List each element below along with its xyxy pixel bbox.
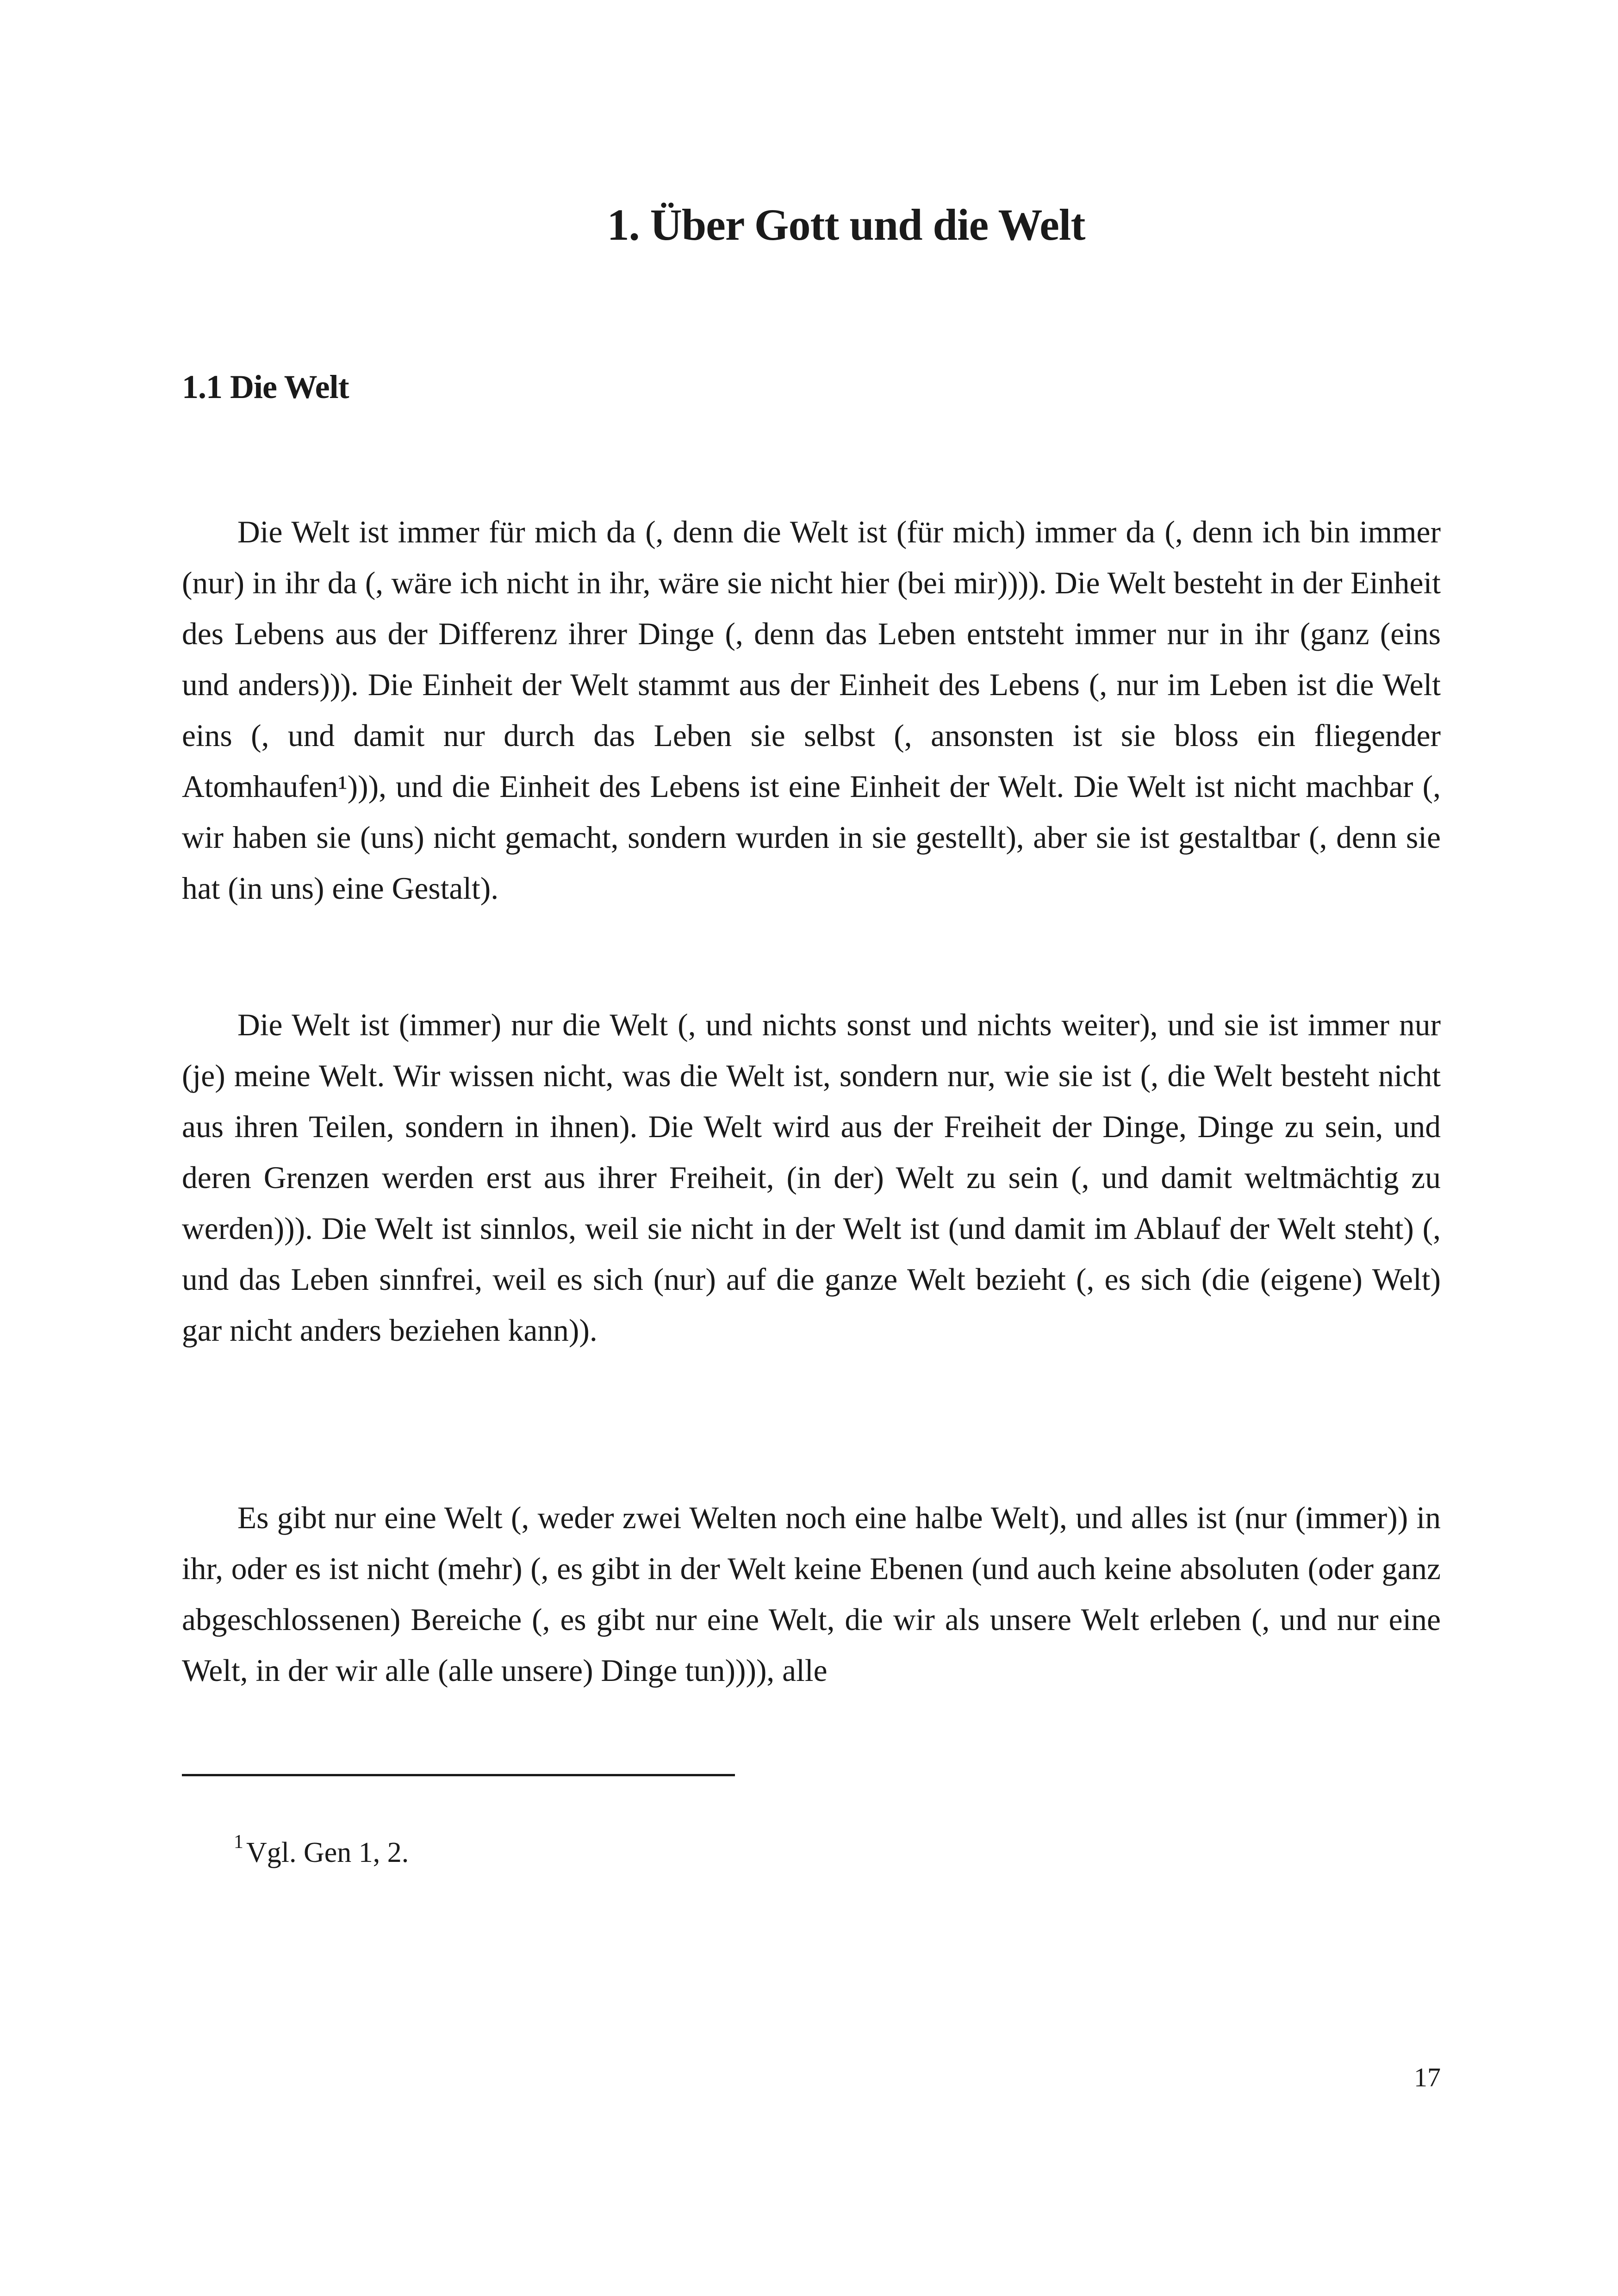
footnote-mark: 1 bbox=[234, 1831, 243, 1853]
page-number: 17 bbox=[1414, 2062, 1441, 2092]
footnote-divider bbox=[182, 1774, 735, 1776]
footnote bbox=[234, 1821, 409, 1873]
section-title: 1.1 Die Welt bbox=[182, 368, 349, 405]
footnote-text: Vgl. Gen 1, 2. bbox=[246, 1837, 409, 1868]
body-paragraph: Es gibt nur eine Welt (, weder zwei Welten noch eine halbe Welt), und alles ist (nur (immer)) in ihr, oder es ist nicht (mehr) (, es gibt in der Welt keine Ebenen (und auch keine absoluten (oder ganz abgeschlossenen) Bereiche (, es gibt nur eine Welt, die wir als unsere Welt erleben (, und nur eine Welt, in der wir alle (alle unsere) Dinge tun)))), alle bbox=[182, 1500, 1441, 1688]
body-paragraph: Die Welt ist (immer) nur die Welt (, und nichts sonst und nichts weiter), und sie ist immer nur (je) meine Welt. Wir wissen nicht, was die Welt ist, sondern nur, wie sie ist (, die Welt besteht nicht aus ihren Teilen, sondern in ihnen). Die Welt wird aus der Freiheit der Dinge, Dinge zu sein, und deren Grenzen werden erst aus ihrer Freiheit, (in der) Welt zu sein (, und damit weltmächtig zu werden))). Die Welt ist sinnlos, weil sie nicht in der Welt ist (und damit im Ablauf der Welt steht) (, und das Leben sinnfrei, weil es sich (nur) auf die ganze Welt bezieht (, es sich (die (eigene) Welt) gar nicht anders beziehen kann)). bbox=[182, 1008, 1441, 1348]
body-paragraph: Die Welt ist immer für mich da (, denn die Welt ist (für mich) immer da (, denn ich bin immer (nur) in ihr da (, wäre ich nicht in ihr, wäre sie nicht hier (bei mir)))). Die Welt besteht in der Einheit des Lebens aus der Differenz ihrer Dinge (, denn das Leben entsteht immer nur in ihr (ganz (eins und anders))). Die Einheit der Welt stammt aus der Einheit des Lebens (, nur im Leben ist die Welt eins (, und damit nur durch das Leben sie selbst (, ansonsten ist sie bloss ein fliegender Atomhaufen¹))), und die Einheit des Lebens ist eine Einheit der Welt. Die Welt ist nicht machbar (, wir haben sie (uns) nicht gemacht, sondern wurden in sie gestellt), aber sie ist gestaltbar (, denn sie hat (in uns) eine Gestalt). bbox=[182, 515, 1441, 906]
chapter-title: 1. Über Gott und die Welt bbox=[607, 200, 1085, 249]
